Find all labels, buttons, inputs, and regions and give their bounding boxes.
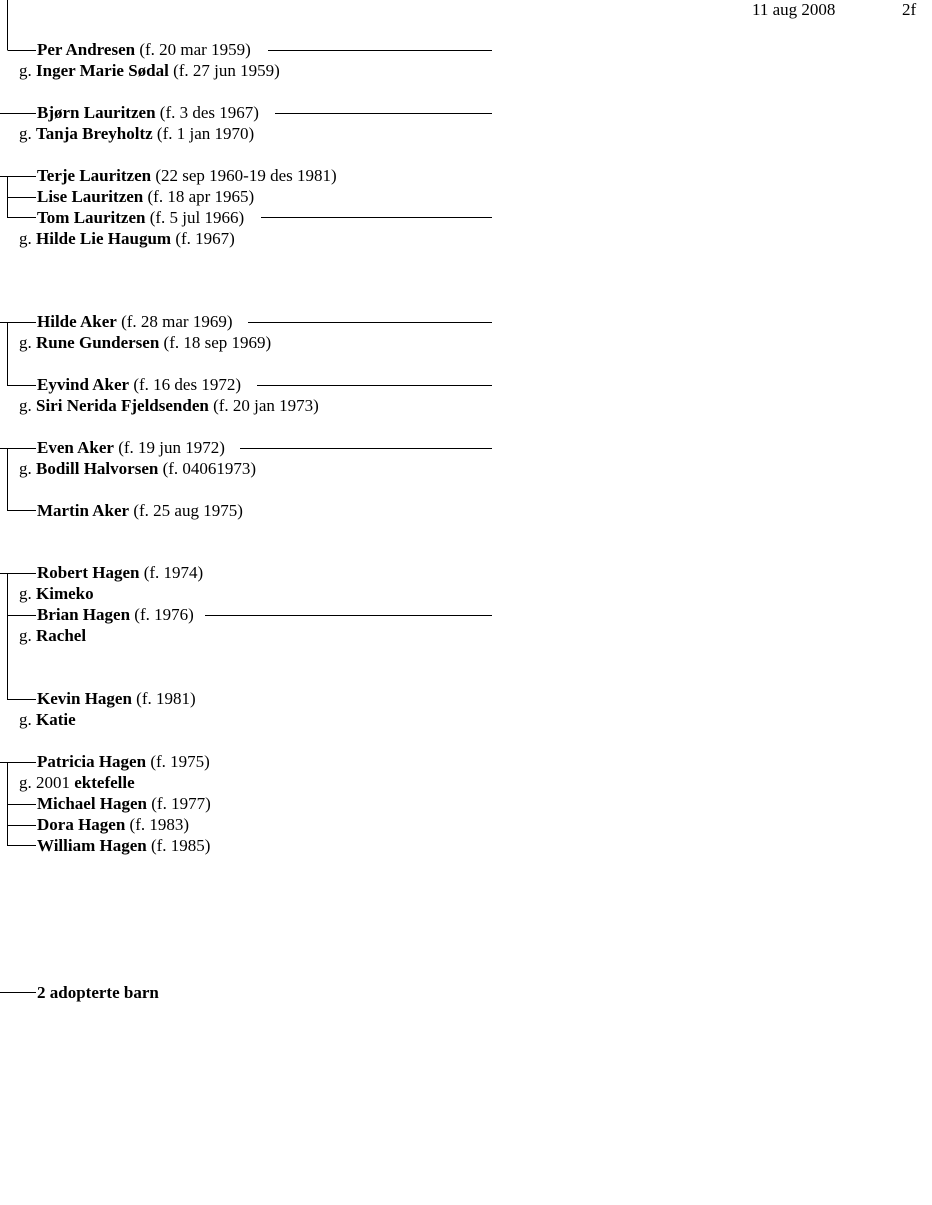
page-number: 2f bbox=[902, 0, 917, 19]
person-entry bbox=[37, 501, 243, 521]
person-entry bbox=[37, 563, 203, 583]
person-name: Lise Lauritzen bbox=[37, 187, 144, 206]
person-entry bbox=[37, 40, 251, 60]
life-dates: (f. 16 des 1972) bbox=[133, 375, 242, 394]
person-entry bbox=[37, 438, 225, 458]
person-name: Michael Hagen bbox=[37, 794, 148, 813]
person-entry bbox=[37, 187, 254, 207]
person-entry bbox=[37, 836, 210, 856]
life-dates: (22 sep 1960-19 des 1981) bbox=[155, 166, 337, 185]
person-name: Tom Lauritzen bbox=[37, 208, 146, 227]
spouse-entry bbox=[19, 396, 319, 416]
person-name: Bjørn Lauritzen bbox=[37, 103, 156, 122]
person-entry bbox=[37, 208, 244, 228]
person-name: Siri Nerida Fjeldsenden bbox=[36, 396, 209, 415]
print-date: 11 aug 2008 bbox=[752, 0, 836, 19]
life-dates: (f. 1983) bbox=[129, 815, 190, 834]
spouse-entry bbox=[19, 333, 271, 353]
marriage-prefix: g. bbox=[19, 333, 36, 352]
person-name: 2 adopterte barn bbox=[37, 983, 159, 1002]
person-name: Kimeko bbox=[36, 584, 94, 603]
person-name: Dora Hagen bbox=[37, 815, 126, 834]
life-dates: (f. 04061973) bbox=[162, 459, 257, 478]
person-name: William Hagen bbox=[37, 836, 147, 855]
person-name: Brian Hagen bbox=[37, 605, 131, 624]
marriage-prefix: g. bbox=[19, 396, 36, 415]
marriage-prefix: g. 2001 bbox=[19, 773, 75, 792]
person-name: Terje Lauritzen bbox=[37, 166, 152, 185]
person-name: ektefelle bbox=[74, 773, 135, 792]
person-name: Hilde Lie Haugum bbox=[36, 229, 172, 248]
spouse-entry bbox=[19, 124, 254, 144]
life-dates: (f. 28 mar 1969) bbox=[121, 312, 233, 331]
spouse-entry bbox=[19, 61, 280, 81]
life-dates: (f. 1 jan 1970) bbox=[156, 124, 255, 143]
person-name: Even Aker bbox=[37, 438, 114, 457]
person-name: Robert Hagen bbox=[37, 563, 140, 582]
life-dates: (f. 27 jun 1959) bbox=[173, 61, 280, 80]
marriage-prefix: g. bbox=[19, 459, 36, 478]
person-name: Kevin Hagen bbox=[37, 689, 132, 708]
marriage-prefix: g. bbox=[19, 124, 36, 143]
life-dates: (f. 3 des 1967) bbox=[159, 103, 259, 122]
person-entry bbox=[37, 375, 241, 395]
life-dates: (f. 18 sep 1969) bbox=[163, 333, 272, 352]
person-entry bbox=[37, 689, 196, 709]
person-name: Per Andresen bbox=[37, 40, 136, 59]
spouse-entry bbox=[19, 584, 94, 604]
life-dates: (f. 1976) bbox=[134, 605, 194, 624]
life-dates: (f. 1975) bbox=[150, 752, 210, 771]
person-name: Martin Aker bbox=[37, 501, 130, 520]
person-entry bbox=[37, 312, 232, 332]
life-dates: (f. 1977) bbox=[151, 794, 211, 813]
person-entry bbox=[37, 605, 194, 625]
person-name: Tanja Breyholtz bbox=[36, 124, 153, 143]
person-entry bbox=[37, 166, 337, 186]
life-dates: (f. 1985) bbox=[150, 836, 211, 855]
spouse-entry bbox=[19, 773, 135, 793]
marriage-prefix: g. bbox=[19, 61, 36, 80]
life-dates: (f. 19 jun 1972) bbox=[118, 438, 225, 457]
person-name: Rachel bbox=[36, 626, 87, 645]
person-name: Rune Gundersen bbox=[36, 333, 160, 352]
spouse-entry bbox=[19, 710, 76, 730]
person-entry bbox=[37, 815, 189, 835]
person-name: Katie bbox=[36, 710, 76, 729]
marriage-prefix: g. bbox=[19, 584, 36, 603]
person-name: Patricia Hagen bbox=[37, 752, 147, 771]
person-entry bbox=[37, 794, 211, 814]
marriage-prefix: g. bbox=[19, 710, 36, 729]
life-dates: (f. 1967) bbox=[175, 229, 235, 248]
person-entry bbox=[37, 983, 159, 1003]
marriage-prefix: g. bbox=[19, 626, 36, 645]
spouse-entry bbox=[19, 626, 86, 646]
life-dates: (f. 5 jul 1966) bbox=[149, 208, 245, 227]
life-dates: (f. 20 mar 1959) bbox=[139, 40, 251, 59]
life-dates: (f. 1974) bbox=[143, 563, 204, 582]
life-dates: (f. 18 apr 1965) bbox=[147, 187, 255, 206]
person-name: Hilde Aker bbox=[37, 312, 117, 331]
life-dates: (f. 1981) bbox=[136, 689, 196, 708]
person-name: Eyvind Aker bbox=[37, 375, 130, 394]
person-entry bbox=[37, 103, 259, 123]
person-name: Bodill Halvorsen bbox=[36, 459, 159, 478]
person-name: Inger Marie Sødal bbox=[36, 61, 169, 80]
spouse-entry bbox=[19, 229, 235, 249]
marriage-prefix: g. bbox=[19, 229, 36, 248]
person-entry bbox=[37, 752, 210, 772]
spouse-entry bbox=[19, 459, 256, 479]
life-dates: (f. 20 jan 1973) bbox=[213, 396, 319, 415]
life-dates: (f. 25 aug 1975) bbox=[133, 501, 243, 520]
